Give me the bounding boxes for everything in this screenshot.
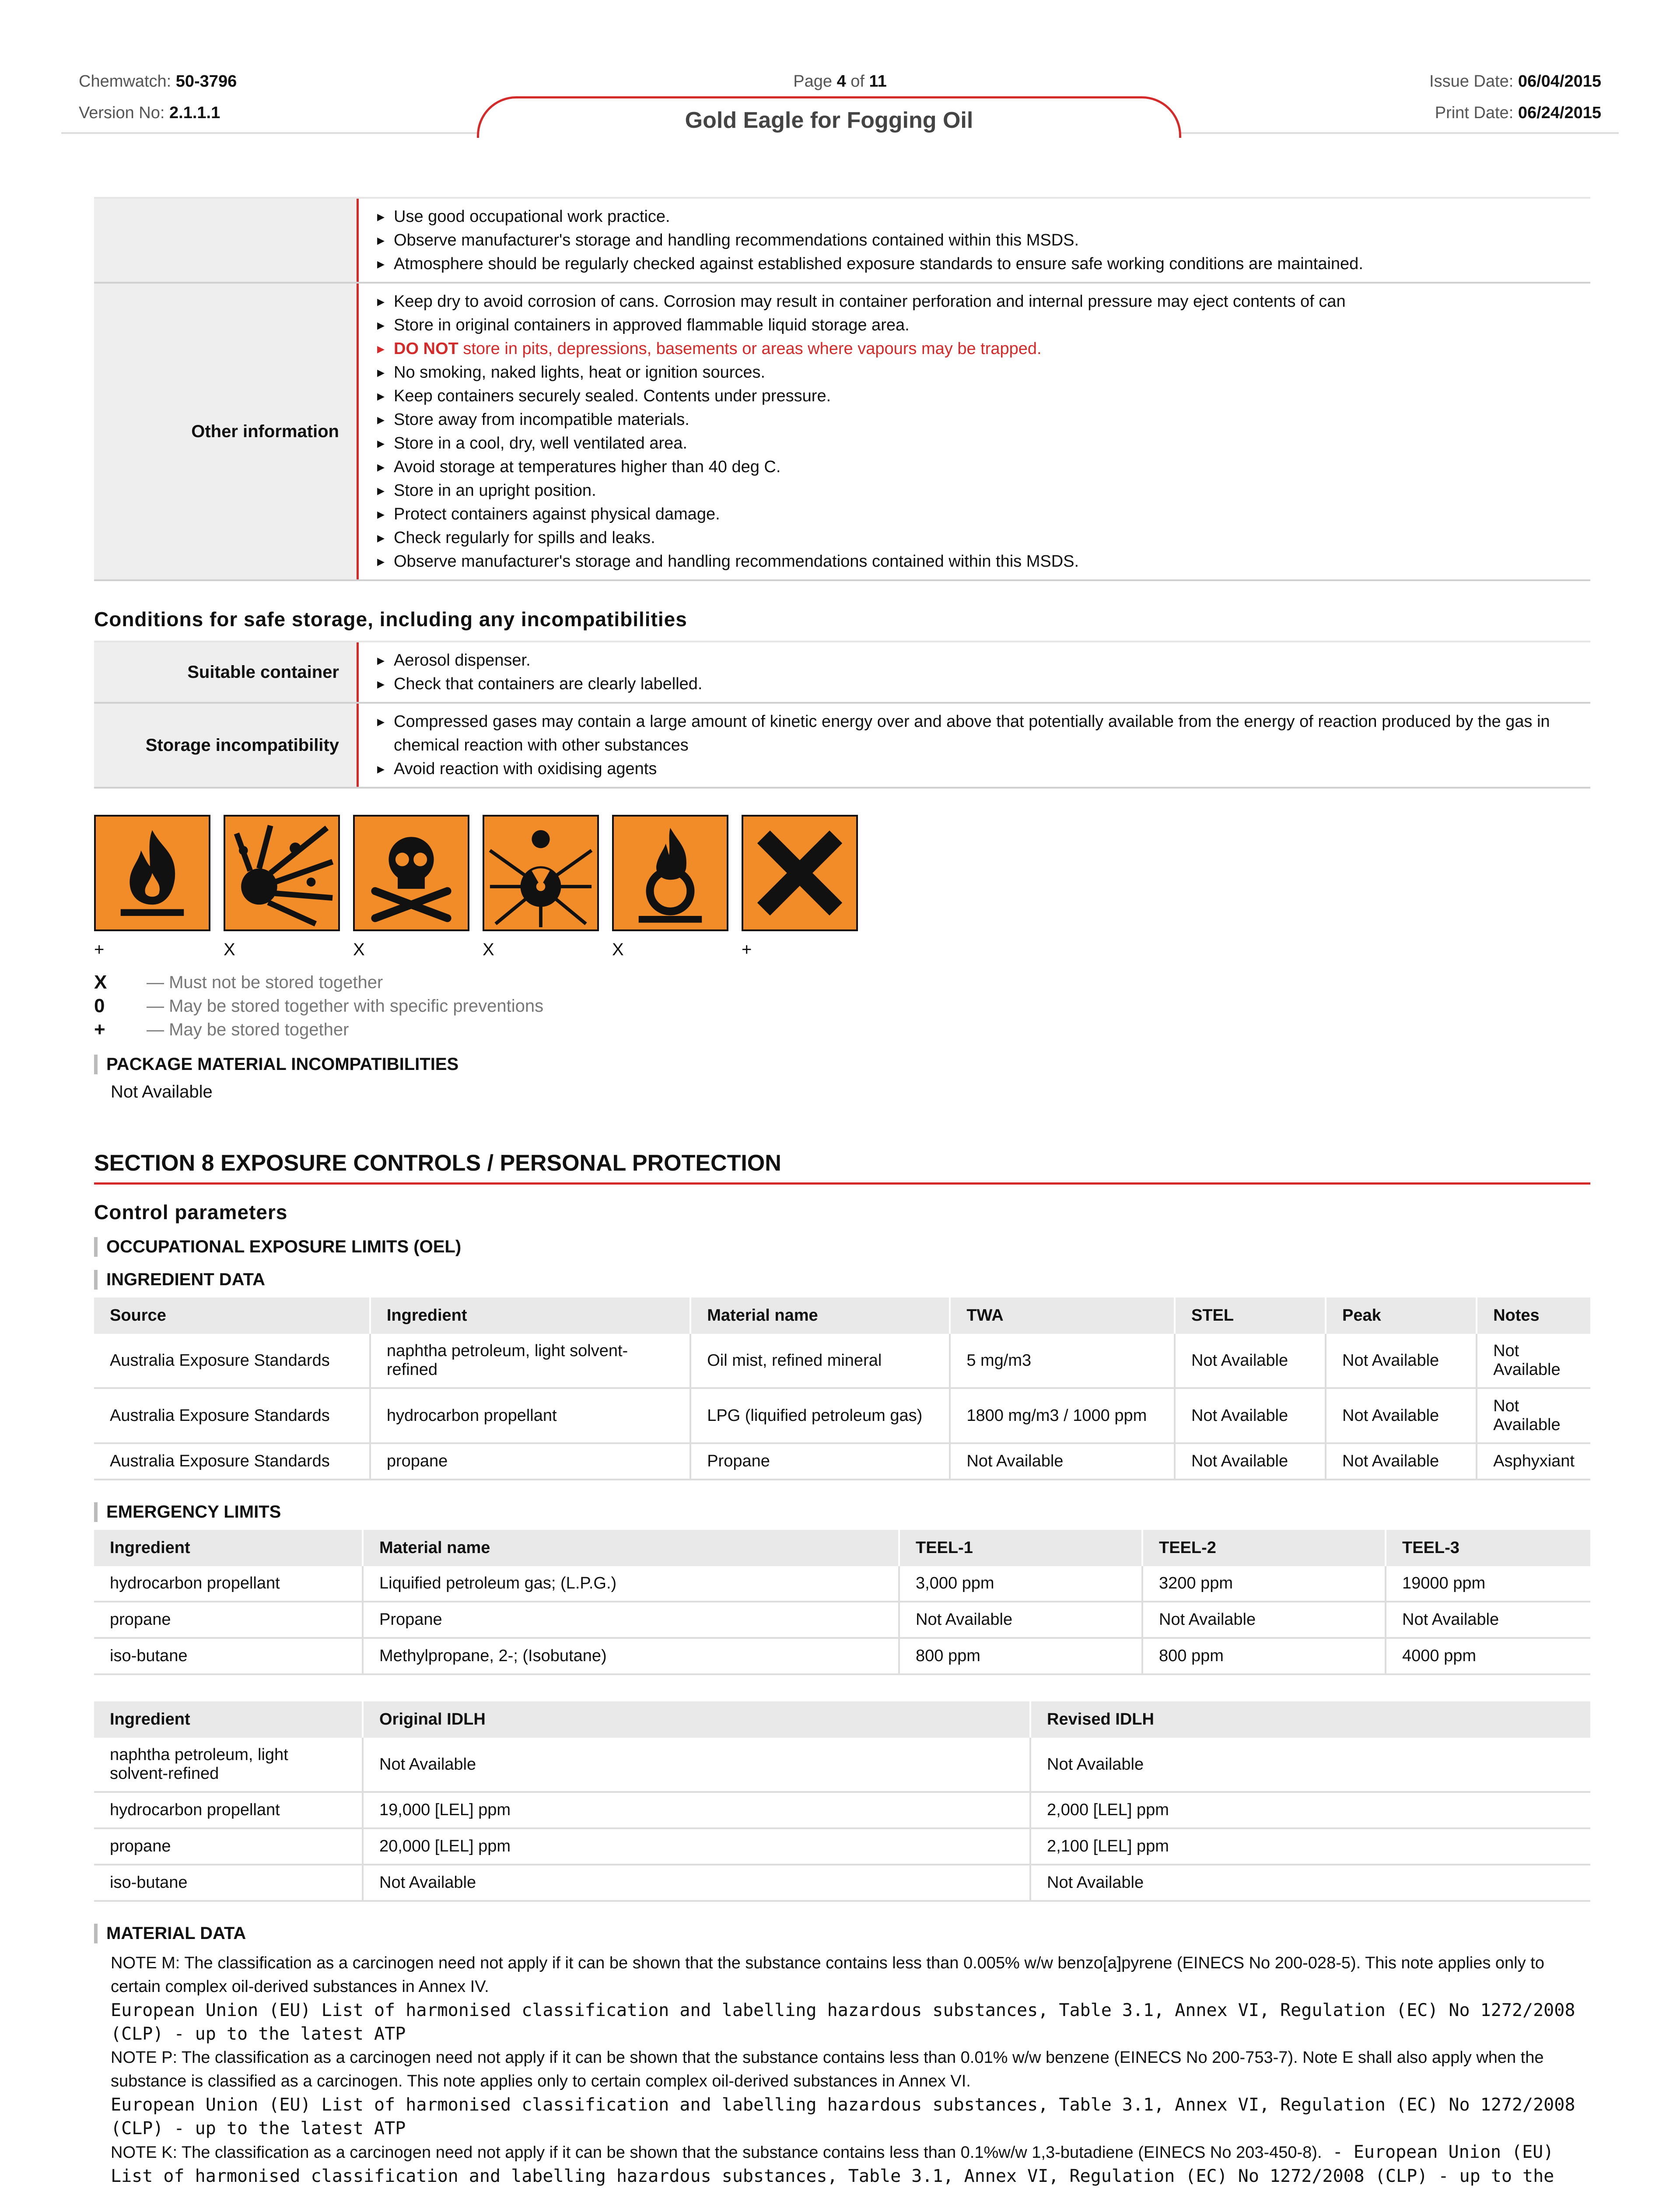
table-row bbox=[94, 1566, 1590, 1602]
table-cell: naphtha petroleum, light solvent-refined bbox=[370, 1334, 690, 1388]
table-cell: 800 ppm bbox=[899, 1638, 1142, 1674]
table-cell: Not Available bbox=[899, 1602, 1142, 1638]
table-header-row bbox=[94, 1530, 1590, 1566]
col-notes: Notes bbox=[1477, 1297, 1590, 1334]
table-cell: Australia Exposure Standards bbox=[94, 1443, 370, 1480]
section-8-title: SECTION 8 EXPOSURE CONTROLS / PERSONAL PROTECTION bbox=[94, 1150, 1590, 1185]
compat-mark: X bbox=[483, 940, 494, 959]
legend-text: — Must not be stored together bbox=[147, 973, 383, 992]
table-cell: Not Available bbox=[1175, 1334, 1326, 1388]
list-item: ▸ Keep containers securely sealed. Contents under pressure. bbox=[376, 384, 1590, 408]
warning-text: store in pits, depressions, basements or areas where vapours may be trapped. bbox=[458, 340, 1042, 358]
other-information-list bbox=[376, 290, 1590, 573]
table-row bbox=[94, 1602, 1590, 1638]
legend-symbol: + bbox=[94, 1019, 105, 1040]
compatibility-legend bbox=[94, 971, 1590, 1041]
package-heading: PACKAGE MATERIAL INCOMPATIBILITIES bbox=[94, 1055, 1590, 1074]
table-cell: hydrocarbon propellant bbox=[94, 1792, 363, 1828]
table-cell: naphtha petroleum, light solvent-refined bbox=[94, 1738, 363, 1792]
table-cell: Propane bbox=[690, 1443, 950, 1480]
page-prefix: Page bbox=[793, 72, 837, 91]
table-cell: 3,000 ppm bbox=[899, 1566, 1142, 1602]
col-peak: Peak bbox=[1326, 1297, 1477, 1334]
pictogram-radioactive bbox=[483, 815, 612, 962]
note-p: NOTE P: The classification as a carcinogen need not apply if it can be shown that the substance contains less than 0.01% w/w benzene (EINECS No 200-753-7). Note E shall also apply when the substance is classified as a carcinogen. This note applies only to certain complex oil-derived substances in Annex VI. bbox=[111, 2048, 1544, 2090]
pictogram-oxidiser bbox=[612, 815, 742, 962]
pictogram-harmful bbox=[742, 815, 871, 962]
header-right bbox=[1429, 66, 1601, 129]
col-material: Material name bbox=[690, 1297, 950, 1334]
note-m: NOTE M: The classification as a carcinogen need not apply if it can be shown that the substance contains less than 0.005% w/w benzo[a]pyrene (EINECS No 200-028-5). This note applies only to certain complex oil-derived substances in Annex IV. bbox=[111, 1954, 1544, 1996]
package-value: Not Available bbox=[111, 1082, 213, 1101]
legend-text: — May be stored together bbox=[147, 1020, 349, 1039]
note-k-eu: - European Union (EU) List of harmonised classification and labelling hazardous substances, Table 3.1, Annex VI, Regulation (EC) No 1272/2008 (CLP) - up to the bbox=[111, 2142, 1554, 2186]
explosion-icon bbox=[224, 815, 340, 931]
table-row bbox=[94, 1388, 1590, 1443]
table-cell: iso-butane bbox=[94, 1865, 363, 1901]
issue-label: Issue Date: bbox=[1429, 72, 1518, 91]
table-cell: hydrocarbon propellant bbox=[370, 1388, 690, 1443]
table-cell: Not Available bbox=[1326, 1334, 1477, 1388]
table-cell: 1800 mg/m3 / 1000 ppm bbox=[950, 1388, 1175, 1443]
note-k-text: NOTE K: The classification as a carcinogen need not apply if it can be shown that the substance contains less than 0.1%w/w 1,3-butadiene (EINECS No 203-450-8). bbox=[111, 2143, 1322, 2162]
radioactive-icon bbox=[483, 815, 599, 931]
storage-heading: Conditions for safe storage, including any incompatibilities bbox=[94, 608, 687, 631]
table-cell: 3200 ppm bbox=[1142, 1566, 1386, 1602]
teel-table bbox=[94, 1530, 1590, 1675]
table-row bbox=[94, 1828, 1590, 1865]
table-cell: Asphyxiant bbox=[1477, 1443, 1590, 1480]
table-cell: Not Available bbox=[1175, 1443, 1326, 1480]
handling-row bbox=[94, 197, 1590, 284]
list-item: ▸ Observe manufacturer's storage and handling recommendations contained within this MSDS. bbox=[376, 228, 1590, 252]
table-row bbox=[94, 1865, 1590, 1901]
list-item: ▸ Avoid reaction with oxidising agents bbox=[376, 757, 1590, 781]
note-eu-2: European Union (EU) List of harmonised classification and labelling hazardous substances, Table 3.1, Annex VI, Regulation (EC) No 1272/2008 (CLP) - up to the latest ATP bbox=[111, 2095, 1575, 2139]
col-source: Source bbox=[94, 1297, 370, 1334]
version-label: Version No: bbox=[79, 104, 169, 122]
list-item: ▸ Avoid storage at temperatures higher than 40 deg C. bbox=[376, 455, 1590, 479]
list-item: ▸ Compressed gases may contain a large amount of kinetic energy over and above that potentially available from the energy of reaction produced by the gas in chemical reaction with other substances bbox=[376, 710, 1590, 757]
table-cell: Propane bbox=[363, 1602, 899, 1638]
table-cell: 4000 ppm bbox=[1386, 1638, 1590, 1674]
table-cell: 800 ppm bbox=[1142, 1638, 1386, 1674]
oxidiser-icon bbox=[612, 815, 728, 931]
storage-incompatibility-row bbox=[94, 704, 1590, 789]
list-item: ▸ Store in original containers in approved flammable liquid storage area. bbox=[376, 313, 1590, 337]
col-ingredient: Ingredient bbox=[94, 1701, 363, 1738]
storage-incompatibility-label: Storage incompatibility bbox=[94, 704, 359, 787]
legend-symbol: X bbox=[94, 971, 107, 993]
col-original-idlh: Original IDLH bbox=[363, 1701, 1030, 1738]
legend-text: — May be stored together with specific preventions bbox=[147, 996, 544, 1016]
page-current: 4 bbox=[836, 72, 846, 91]
table-cell: iso-butane bbox=[94, 1638, 363, 1674]
legend-row bbox=[94, 971, 1590, 994]
suitable-container-row bbox=[94, 641, 1590, 704]
legend-row bbox=[94, 1018, 1590, 1041]
col-material: Material name bbox=[363, 1530, 899, 1566]
legend-row bbox=[94, 994, 1590, 1018]
table-cell: 19,000 [LEL] ppm bbox=[363, 1792, 1030, 1828]
col-teel-2: TEEL-2 bbox=[1142, 1530, 1386, 1566]
list-item: ▸ Store in a cool, dry, well ventilated area. bbox=[376, 431, 1590, 455]
compat-mark: X bbox=[224, 940, 235, 959]
compat-mark: + bbox=[94, 940, 105, 959]
col-stel: STEL bbox=[1175, 1297, 1326, 1334]
list-item: ▸ No smoking, naked lights, heat or ignition sources. bbox=[376, 361, 1590, 384]
list-item: ▸ Keep dry to avoid corrosion of cans. Corrosion may result in container perforation and internal pressure may eject contents of can bbox=[376, 290, 1590, 313]
list-item: ▸ Store away from incompatible materials. bbox=[376, 408, 1590, 431]
table-cell: Australia Exposure Standards bbox=[94, 1334, 370, 1388]
pictogram-explosive bbox=[224, 815, 353, 962]
version-number: 2.1.1.1 bbox=[169, 104, 220, 122]
col-revised-idlh: Revised IDLH bbox=[1030, 1701, 1590, 1738]
table-cell: propane bbox=[370, 1443, 690, 1480]
idlh-table bbox=[94, 1701, 1590, 1902]
list-item: ▸ Observe manufacturer's storage and handling recommendations contained within this MSDS. bbox=[376, 550, 1590, 573]
table-cell: propane bbox=[94, 1602, 363, 1638]
table-row bbox=[94, 1334, 1590, 1388]
table-cell: Methylpropane, 2-; (Isobutane) bbox=[363, 1638, 899, 1674]
table-cell: 20,000 [LEL] ppm bbox=[363, 1828, 1030, 1865]
chemwatch-label: Chemwatch: bbox=[79, 72, 176, 91]
pictogram-toxic bbox=[353, 815, 483, 962]
print-date: 06/24/2015 bbox=[1518, 104, 1601, 122]
table-cell: Not Available bbox=[1142, 1602, 1386, 1638]
table-row bbox=[94, 1638, 1590, 1674]
document-title: Gold Eagle for Fogging Oil bbox=[685, 108, 973, 133]
table-cell: 19000 ppm bbox=[1386, 1566, 1590, 1602]
storage-incompatibility-list bbox=[376, 710, 1590, 781]
legend-symbol: 0 bbox=[94, 995, 105, 1017]
list-item: ▸ Check that containers are clearly labelled. bbox=[376, 672, 1590, 696]
table-cell: Not Available bbox=[363, 1865, 1030, 1901]
suitable-container-label: Suitable container bbox=[94, 642, 359, 702]
suitable-container-list bbox=[376, 649, 1590, 696]
handling-label bbox=[94, 199, 359, 282]
compat-mark: + bbox=[742, 940, 752, 959]
note-eu-1: European Union (EU) List of harmonised classification and labelling hazardous substances, Table 3.1, Annex VI, Regulation (EC) No 1272/2008 (CLP) - up to the latest ATP bbox=[111, 2000, 1575, 2044]
compat-mark: X bbox=[353, 940, 365, 959]
emergency-limits-heading: EMERGENCY LIMITS bbox=[94, 1502, 1590, 1522]
compat-mark: X bbox=[612, 940, 624, 959]
warning-bold: DO NOT bbox=[394, 340, 458, 358]
header-title-tab bbox=[477, 96, 1181, 138]
list-item: ▸ Atmosphere should be regularly checked against established exposure standards to ensure safe working conditions are maintained. bbox=[376, 252, 1590, 276]
material-data-heading: MATERIAL DATA bbox=[94, 1924, 1590, 1943]
page-total: 11 bbox=[869, 72, 887, 91]
col-teel-3: TEEL-3 bbox=[1386, 1530, 1590, 1566]
print-label: Print Date: bbox=[1435, 104, 1518, 122]
note-k bbox=[94, 2140, 1590, 2188]
list-item: ▸ Store in an upright position. bbox=[376, 479, 1590, 502]
page-content bbox=[94, 197, 1590, 2188]
table-cell: Not Available bbox=[1175, 1388, 1326, 1443]
list-item: ▸ Use good occupational work practice. bbox=[376, 205, 1590, 228]
table-cell: propane bbox=[94, 1828, 363, 1865]
table-row bbox=[94, 1792, 1590, 1828]
list-item: ▸ Protect containers against physical damage. bbox=[376, 502, 1590, 526]
table-header-row bbox=[94, 1297, 1590, 1334]
col-twa: TWA bbox=[950, 1297, 1175, 1334]
table-row bbox=[94, 1443, 1590, 1480]
pictogram-flammable bbox=[94, 815, 224, 962]
issue-date: 06/04/2015 bbox=[1518, 72, 1601, 91]
list-item: ▸ Aerosol dispenser. bbox=[376, 649, 1590, 672]
table-cell: Australia Exposure Standards bbox=[94, 1388, 370, 1443]
col-teel-1: TEEL-1 bbox=[899, 1530, 1142, 1566]
handling-list bbox=[376, 205, 1590, 276]
other-information-label: Other information bbox=[94, 284, 359, 579]
table-cell: Not Available bbox=[1030, 1865, 1590, 1901]
other-information-row bbox=[94, 284, 1590, 581]
table-cell: 5 mg/m3 bbox=[950, 1334, 1175, 1388]
harmful-x-icon bbox=[742, 815, 858, 931]
table-header-row bbox=[94, 1701, 1590, 1738]
page-number bbox=[61, 66, 1619, 97]
table-cell: Not Available bbox=[1386, 1602, 1590, 1638]
table-cell: 2,100 [LEL] ppm bbox=[1030, 1828, 1590, 1865]
table-cell: Not Available bbox=[1477, 1334, 1590, 1388]
page-of: of bbox=[846, 72, 869, 91]
control-parameters-heading: Control parameters bbox=[94, 1201, 288, 1224]
table-cell: Not Available bbox=[950, 1443, 1175, 1480]
flame-icon bbox=[94, 815, 210, 931]
table-cell: Not Available bbox=[1477, 1388, 1590, 1443]
list-item-warning bbox=[376, 337, 1590, 361]
ingredient-data-heading: INGREDIENT DATA bbox=[94, 1270, 1590, 1290]
table-cell: LPG (liquified petroleum gas) bbox=[690, 1388, 950, 1443]
table-cell: Oil mist, refined mineral bbox=[690, 1334, 950, 1388]
col-ingredient: Ingredient bbox=[370, 1297, 690, 1334]
hazard-pictograms bbox=[94, 815, 1590, 962]
oel-table bbox=[94, 1297, 1590, 1480]
table-cell: Not Available bbox=[1326, 1443, 1477, 1480]
chemwatch-number: 50-3796 bbox=[175, 72, 237, 91]
table-cell: 2,000 [LEL] ppm bbox=[1030, 1792, 1590, 1828]
list-item: ▸ Check regularly for spills and leaks. bbox=[376, 526, 1590, 550]
table-cell: hydrocarbon propellant bbox=[94, 1566, 363, 1602]
table-cell: Liquified petroleum gas; (L.P.G.) bbox=[363, 1566, 899, 1602]
table-cell: Not Available bbox=[1030, 1738, 1590, 1792]
oel-heading: OCCUPATIONAL EXPOSURE LIMITS (OEL) bbox=[94, 1237, 1590, 1257]
col-ingredient: Ingredient bbox=[94, 1530, 363, 1566]
table-row bbox=[94, 1738, 1590, 1792]
table-cell: Not Available bbox=[363, 1738, 1030, 1792]
skull-icon bbox=[353, 815, 469, 931]
table-cell: Not Available bbox=[1326, 1388, 1477, 1443]
